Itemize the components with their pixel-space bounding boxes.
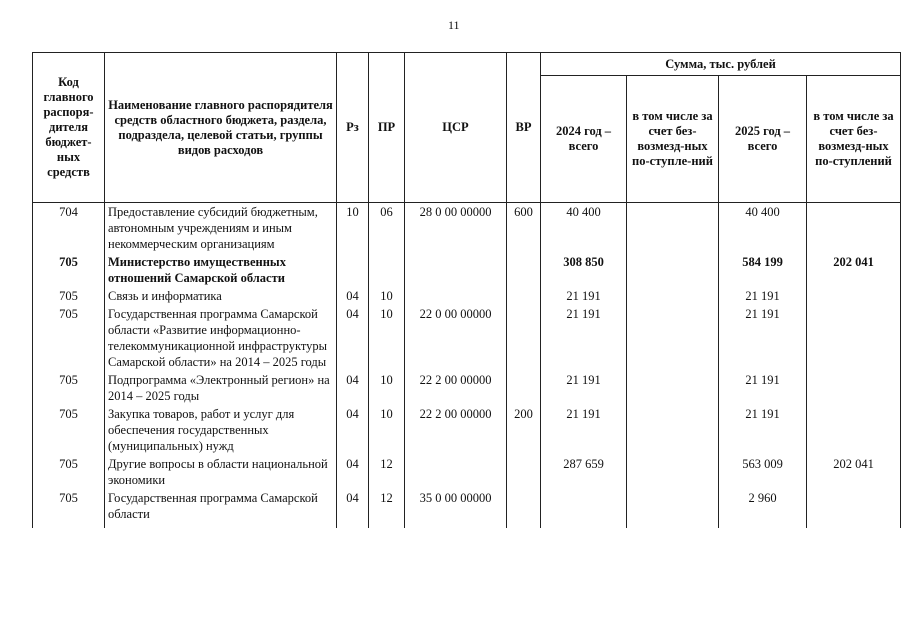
cell-2025-free xyxy=(807,287,901,305)
cell-2025-total: 563 009 xyxy=(719,455,807,489)
page-number: 11 xyxy=(448,18,460,32)
cell-2025-total: 21 191 xyxy=(719,287,807,305)
cell-name: Государственная программа Самарской области xyxy=(105,489,337,528)
header-vr: ВР xyxy=(507,53,541,203)
header-code: Код главного распоря-дителя бюджет-ных средств xyxy=(33,53,105,203)
table-row xyxy=(33,489,901,528)
cell-vr: 600 xyxy=(507,203,541,254)
table-row xyxy=(33,253,901,287)
cell-pr: 06 xyxy=(369,203,405,254)
cell-2024-free xyxy=(627,371,719,405)
header-csr: ЦСР xyxy=(405,53,507,203)
cell-2024-total: 287 659 xyxy=(541,455,627,489)
header-name: Наименование главного распорядителя средств областного бюджета, раздела, подраздела, целевой статьи, группы видов расходов xyxy=(105,53,337,203)
cell-vr xyxy=(507,489,541,528)
cell-2025-total: 21 191 xyxy=(719,371,807,405)
cell-vr xyxy=(507,455,541,489)
table-body xyxy=(33,203,901,529)
cell-2025-free xyxy=(807,405,901,455)
cell-2024-total: 40 400 xyxy=(541,203,627,254)
table-row xyxy=(33,287,901,305)
cell-rz: 04 xyxy=(337,405,369,455)
cell-rz: 04 xyxy=(337,305,369,371)
cell-2024-total: 21 191 xyxy=(541,371,627,405)
cell-pr: 12 xyxy=(369,455,405,489)
cell-csr: 22 0 00 00000 xyxy=(405,305,507,371)
cell-code: 704 xyxy=(33,203,105,254)
cell-pr xyxy=(369,253,405,287)
cell-rz: 10 xyxy=(337,203,369,254)
cell-csr xyxy=(405,287,507,305)
cell-csr: 22 2 00 00000 xyxy=(405,405,507,455)
cell-2024-free xyxy=(627,253,719,287)
cell-name: Подпрограмма «Электронный регион» на 2014 – 2025 годы xyxy=(105,371,337,405)
cell-2024-total xyxy=(541,489,627,528)
cell-2024-free xyxy=(627,489,719,528)
cell-csr: 28 0 00 00000 xyxy=(405,203,507,254)
cell-code: 705 xyxy=(33,287,105,305)
cell-2025-total: 2 960 xyxy=(719,489,807,528)
table-row xyxy=(33,405,901,455)
cell-pr: 10 xyxy=(369,287,405,305)
cell-2024-free xyxy=(627,203,719,254)
table-header xyxy=(33,53,901,203)
header-2025-free: в том числе за счет без-возмезд-ных по-ступлений xyxy=(807,76,901,203)
table-row xyxy=(33,455,901,489)
cell-2025-total: 584 199 xyxy=(719,253,807,287)
cell-name: Министерство имущественных отношений Самарской области xyxy=(105,253,337,287)
header-sum: Сумма, тыс. рублей xyxy=(541,53,901,76)
cell-2025-total: 21 191 xyxy=(719,405,807,455)
cell-2024-total: 308 850 xyxy=(541,253,627,287)
cell-vr xyxy=(507,371,541,405)
cell-rz: 04 xyxy=(337,287,369,305)
cell-pr: 10 xyxy=(369,305,405,371)
cell-2024-total: 21 191 xyxy=(541,405,627,455)
cell-name: Предоставление субсидий бюджетным, автономным учреждениям и иным некоммерческим организациям xyxy=(105,203,337,254)
cell-code: 705 xyxy=(33,405,105,455)
table-row xyxy=(33,305,901,371)
header-2024-total: 2024 год – всего xyxy=(541,76,627,203)
cell-rz: 04 xyxy=(337,489,369,528)
cell-rz xyxy=(337,253,369,287)
cell-vr xyxy=(507,287,541,305)
cell-rz: 04 xyxy=(337,371,369,405)
cell-name: Другие вопросы в области национальной экономики xyxy=(105,455,337,489)
cell-vr xyxy=(507,305,541,371)
header-rz: Рз xyxy=(337,53,369,203)
cell-name: Закупка товаров, работ и услуг для обеспечения государственных (муниципальных) нужд xyxy=(105,405,337,455)
cell-2024-free xyxy=(627,405,719,455)
cell-csr xyxy=(405,253,507,287)
cell-2024-free xyxy=(627,455,719,489)
cell-2024-free xyxy=(627,305,719,371)
cell-code: 705 xyxy=(33,455,105,489)
cell-2025-free: 202 041 xyxy=(807,253,901,287)
cell-code: 705 xyxy=(33,371,105,405)
cell-2025-free xyxy=(807,305,901,371)
cell-2025-free xyxy=(807,203,901,254)
table-row xyxy=(33,203,901,254)
cell-pr: 10 xyxy=(369,371,405,405)
cell-2024-free xyxy=(627,287,719,305)
cell-code: 705 xyxy=(33,489,105,528)
cell-code: 705 xyxy=(33,305,105,371)
cell-vr xyxy=(507,253,541,287)
cell-2025-free xyxy=(807,489,901,528)
cell-pr: 12 xyxy=(369,489,405,528)
cell-2025-free xyxy=(807,371,901,405)
cell-2025-total: 40 400 xyxy=(719,203,807,254)
header-pr: ПР xyxy=(369,53,405,203)
cell-csr: 35 0 00 00000 xyxy=(405,489,507,528)
cell-pr: 10 xyxy=(369,405,405,455)
header-2024-free: в том числе за счет без-возмезд-ных по-ступле-ний xyxy=(627,76,719,203)
cell-2025-free: 202 041 xyxy=(807,455,901,489)
header-2025-total: 2025 год – всего xyxy=(719,76,807,203)
cell-name: Государственная программа Самарской области «Развитие информационно-телекоммуникационной инфраструктуры Самарской области» на 2014 – 2025 годы xyxy=(105,305,337,371)
table-row xyxy=(33,371,901,405)
cell-vr: 200 xyxy=(507,405,541,455)
cell-csr xyxy=(405,455,507,489)
cell-csr: 22 2 00 00000 xyxy=(405,371,507,405)
cell-rz: 04 xyxy=(337,455,369,489)
cell-2024-total: 21 191 xyxy=(541,287,627,305)
cell-2024-total: 21 191 xyxy=(541,305,627,371)
cell-name: Связь и информатика xyxy=(105,287,337,305)
cell-code: 705 xyxy=(33,253,105,287)
cell-2025-total: 21 191 xyxy=(719,305,807,371)
budget-table xyxy=(32,52,901,528)
